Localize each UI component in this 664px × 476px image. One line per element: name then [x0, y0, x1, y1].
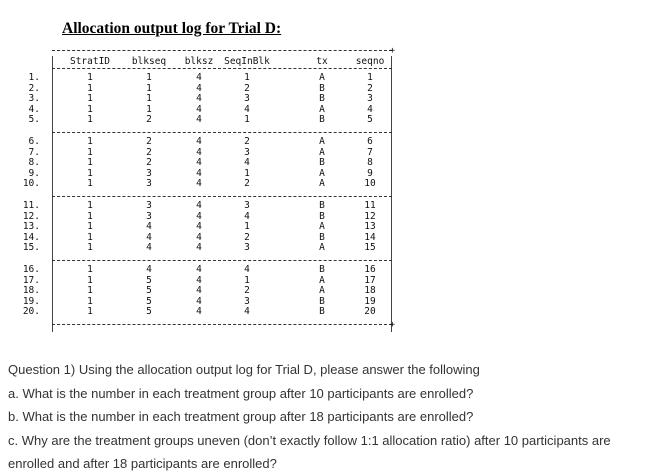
table-cell: 2: [146, 114, 152, 126]
table-cell: A: [319, 221, 325, 233]
table-cell: 4: [196, 274, 202, 286]
table-cell: 11: [364, 200, 376, 211]
table-cell: A: [319, 285, 325, 297]
table-cell: 4: [196, 231, 202, 243]
table-cell: A: [319, 242, 325, 254]
table-cell: 4: [196, 72, 202, 83]
table-cell: 1: [87, 167, 93, 179]
table-cell: 4: [196, 157, 202, 169]
table-cell: A: [319, 274, 325, 286]
log-title: Allocation output log for Trial D:: [62, 20, 282, 37]
table-cell: 1: [87, 231, 93, 243]
table-cell: 4: [244, 264, 250, 275]
table-cell: 2: [244, 285, 250, 297]
table-cell: 4: [244, 306, 250, 318]
table-cell: B: [319, 210, 325, 222]
table-cell: 4: [196, 146, 202, 158]
table-cell: 12: [364, 210, 376, 222]
table-cell: 4: [146, 264, 152, 275]
table-cell: 3: [244, 200, 250, 211]
table-cell: 7: [367, 146, 373, 158]
table-cell: 4: [244, 157, 250, 169]
table-cell: 3: [146, 210, 152, 222]
allocation-log: [2, 46, 402, 340]
table-cell: 1: [244, 72, 250, 83]
row-number: 14.: [22, 231, 40, 243]
table-cell: 10: [364, 178, 376, 190]
row-number: 9.: [28, 167, 40, 179]
table-cell: A: [319, 167, 325, 179]
table-cell: 8: [367, 157, 373, 169]
row-number: 3.: [28, 93, 40, 105]
table-cell: 1: [87, 136, 93, 147]
log-table: [52, 46, 395, 334]
table-cell: A: [319, 178, 325, 190]
table-cell: 3: [244, 93, 250, 105]
table-cell: B: [319, 306, 325, 318]
table-separator: [52, 132, 392, 133]
table-cell: 15: [364, 242, 376, 254]
table-cell: A: [319, 136, 325, 147]
table-cell: 1: [244, 221, 250, 233]
table-cell: 1: [87, 242, 93, 254]
table-cell: B: [319, 157, 325, 169]
table-cell: 4: [196, 200, 202, 211]
row-number: 15.: [22, 242, 40, 254]
table-cell: 1: [87, 221, 93, 233]
column-header: tx: [316, 56, 328, 67]
table-cell: 20: [364, 306, 376, 318]
table-cell: 1: [87, 274, 93, 286]
table-cell: 2: [244, 82, 250, 94]
column-header: seqno: [355, 56, 385, 67]
table-cell: 2: [146, 157, 152, 169]
table-cell: 2: [367, 82, 373, 94]
table-cell: B: [319, 295, 325, 307]
row-number: 13.: [22, 221, 40, 233]
table-cell: 3: [244, 146, 250, 158]
table-cell: 3: [367, 93, 373, 105]
table-cell: 1: [244, 114, 250, 126]
table-cell: 4: [146, 231, 152, 243]
table-cell: 1: [87, 200, 93, 211]
table-cell: 1: [87, 72, 93, 83]
table-cell: 3: [244, 242, 250, 254]
table-cell: 19: [364, 295, 376, 307]
row-number: 11.: [22, 200, 40, 211]
table-cell: 4: [196, 221, 202, 233]
table-cell: 1: [87, 146, 93, 158]
table-cell: A: [319, 72, 325, 83]
table-separator: [52, 320, 395, 330]
table-cell: B: [319, 82, 325, 94]
table-cell: 1: [87, 210, 93, 222]
row-number: 18.: [22, 285, 40, 297]
table-cell: 1: [87, 295, 93, 307]
column-header: blkseq: [131, 56, 167, 67]
table-cell: 17: [364, 274, 376, 286]
table-cell: 1: [244, 274, 250, 286]
table-cell: 2: [244, 178, 250, 190]
table-cell: 2: [146, 146, 152, 158]
table-cell: A: [319, 103, 325, 115]
table-cell: 4: [244, 103, 250, 115]
table-cell: 3: [244, 295, 250, 307]
table-cell: 1: [367, 72, 373, 83]
table-cell: 5: [367, 114, 373, 126]
table-cell: 3: [146, 200, 152, 211]
table-cell: 1: [146, 103, 152, 115]
table-cell: 14: [364, 231, 376, 243]
table-cell: 1: [87, 264, 93, 275]
table-cell: 4: [196, 264, 202, 275]
table-cell: 4: [196, 242, 202, 254]
table-cell: 4: [244, 210, 250, 222]
table-cell: B: [319, 200, 325, 211]
row-number: 17.: [22, 274, 40, 286]
column-header: SeqInBlk: [224, 56, 270, 67]
row-number: 12.: [22, 210, 40, 222]
table-cell: A: [319, 146, 325, 158]
table-cell: B: [319, 264, 325, 275]
table-cell: B: [319, 93, 325, 105]
table-cell: 18: [364, 285, 376, 297]
row-number: 8.: [28, 157, 40, 169]
table-separator: [52, 46, 395, 56]
table-cell: 4: [196, 295, 202, 307]
table-cell: 4: [196, 114, 202, 126]
row-number: 6.: [28, 136, 40, 147]
table-cell: 1: [146, 82, 152, 94]
question-b: b. What is the number in each treatment group after 18 participants are enrolled?: [8, 409, 474, 424]
table-cell: 4: [367, 103, 373, 115]
row-number: 7.: [28, 146, 40, 158]
table-cell: 6: [367, 136, 373, 147]
table-corner-mark: +: [389, 320, 395, 330]
table-cell: 1: [87, 82, 93, 94]
table-cell: 4: [196, 285, 202, 297]
table-cell: 13: [364, 221, 376, 233]
table-cell: 5: [146, 295, 152, 307]
table-cell: 3: [146, 167, 152, 179]
table-cell: 5: [146, 285, 152, 297]
column-header: StratID: [69, 56, 111, 67]
table-separator: [52, 260, 392, 261]
table-cell: 16: [364, 264, 376, 275]
column-header: blksz: [184, 56, 214, 67]
table-cell: 1: [87, 157, 93, 169]
table-cell: 1: [87, 306, 93, 318]
table-cell: 1: [87, 178, 93, 190]
row-number: 4.: [28, 103, 40, 115]
table-cell: 4: [146, 221, 152, 233]
table-cell: 4: [146, 242, 152, 254]
table-cell: 4: [196, 93, 202, 105]
table-separator: [52, 68, 392, 69]
table-cell: 2: [244, 136, 250, 147]
row-number: 19.: [22, 295, 40, 307]
question-heading: Question 1) Using the allocation output log for Trial D, please answer the following: [8, 362, 480, 377]
table-right-border: [391, 56, 392, 332]
table-cell: 2: [146, 136, 152, 147]
table-cell: B: [319, 114, 325, 126]
table-cell: 4: [196, 167, 202, 179]
table-left-border: [52, 56, 53, 332]
table-cell: 1: [87, 103, 93, 115]
table-cell: 1: [87, 114, 93, 126]
question-c: c. Why are the treatment groups uneven (don’t exactly follow 1:1 allocation ratio) after 10 participants are enrolled and after 18 participants are enrolled?: [8, 432, 611, 471]
table-cell: 5: [146, 274, 152, 286]
row-number: 2.: [28, 82, 40, 94]
table-cell: 1: [87, 93, 93, 105]
table-cell: 1: [87, 285, 93, 297]
table-corner-mark: +: [389, 46, 395, 56]
row-number: 20.: [22, 306, 40, 318]
row-number: 10.: [22, 178, 40, 190]
table-cell: 4: [196, 82, 202, 94]
question-a: a. What is the number in each treatment group after 10 participants are enrolled?: [8, 385, 474, 401]
table-cell: 1: [146, 72, 152, 83]
question-block: [8, 358, 660, 476]
table-cell: B: [319, 231, 325, 243]
table-cell: 9: [367, 167, 373, 179]
table-cell: 1: [244, 167, 250, 179]
table-cell: 4: [196, 210, 202, 222]
row-number: 16.: [22, 264, 40, 275]
table-cell: 4: [196, 178, 202, 190]
row-number: 1.: [28, 72, 40, 83]
table-cell: 4: [196, 136, 202, 147]
table-cell: 4: [196, 306, 202, 318]
table-cell: 5: [146, 306, 152, 318]
table-separator: [52, 196, 392, 197]
table-cell: 1: [146, 93, 152, 105]
table-cell: 2: [244, 231, 250, 243]
table-cell: 4: [196, 103, 202, 115]
table-cell: 3: [146, 178, 152, 190]
row-number: 5.: [28, 114, 40, 126]
